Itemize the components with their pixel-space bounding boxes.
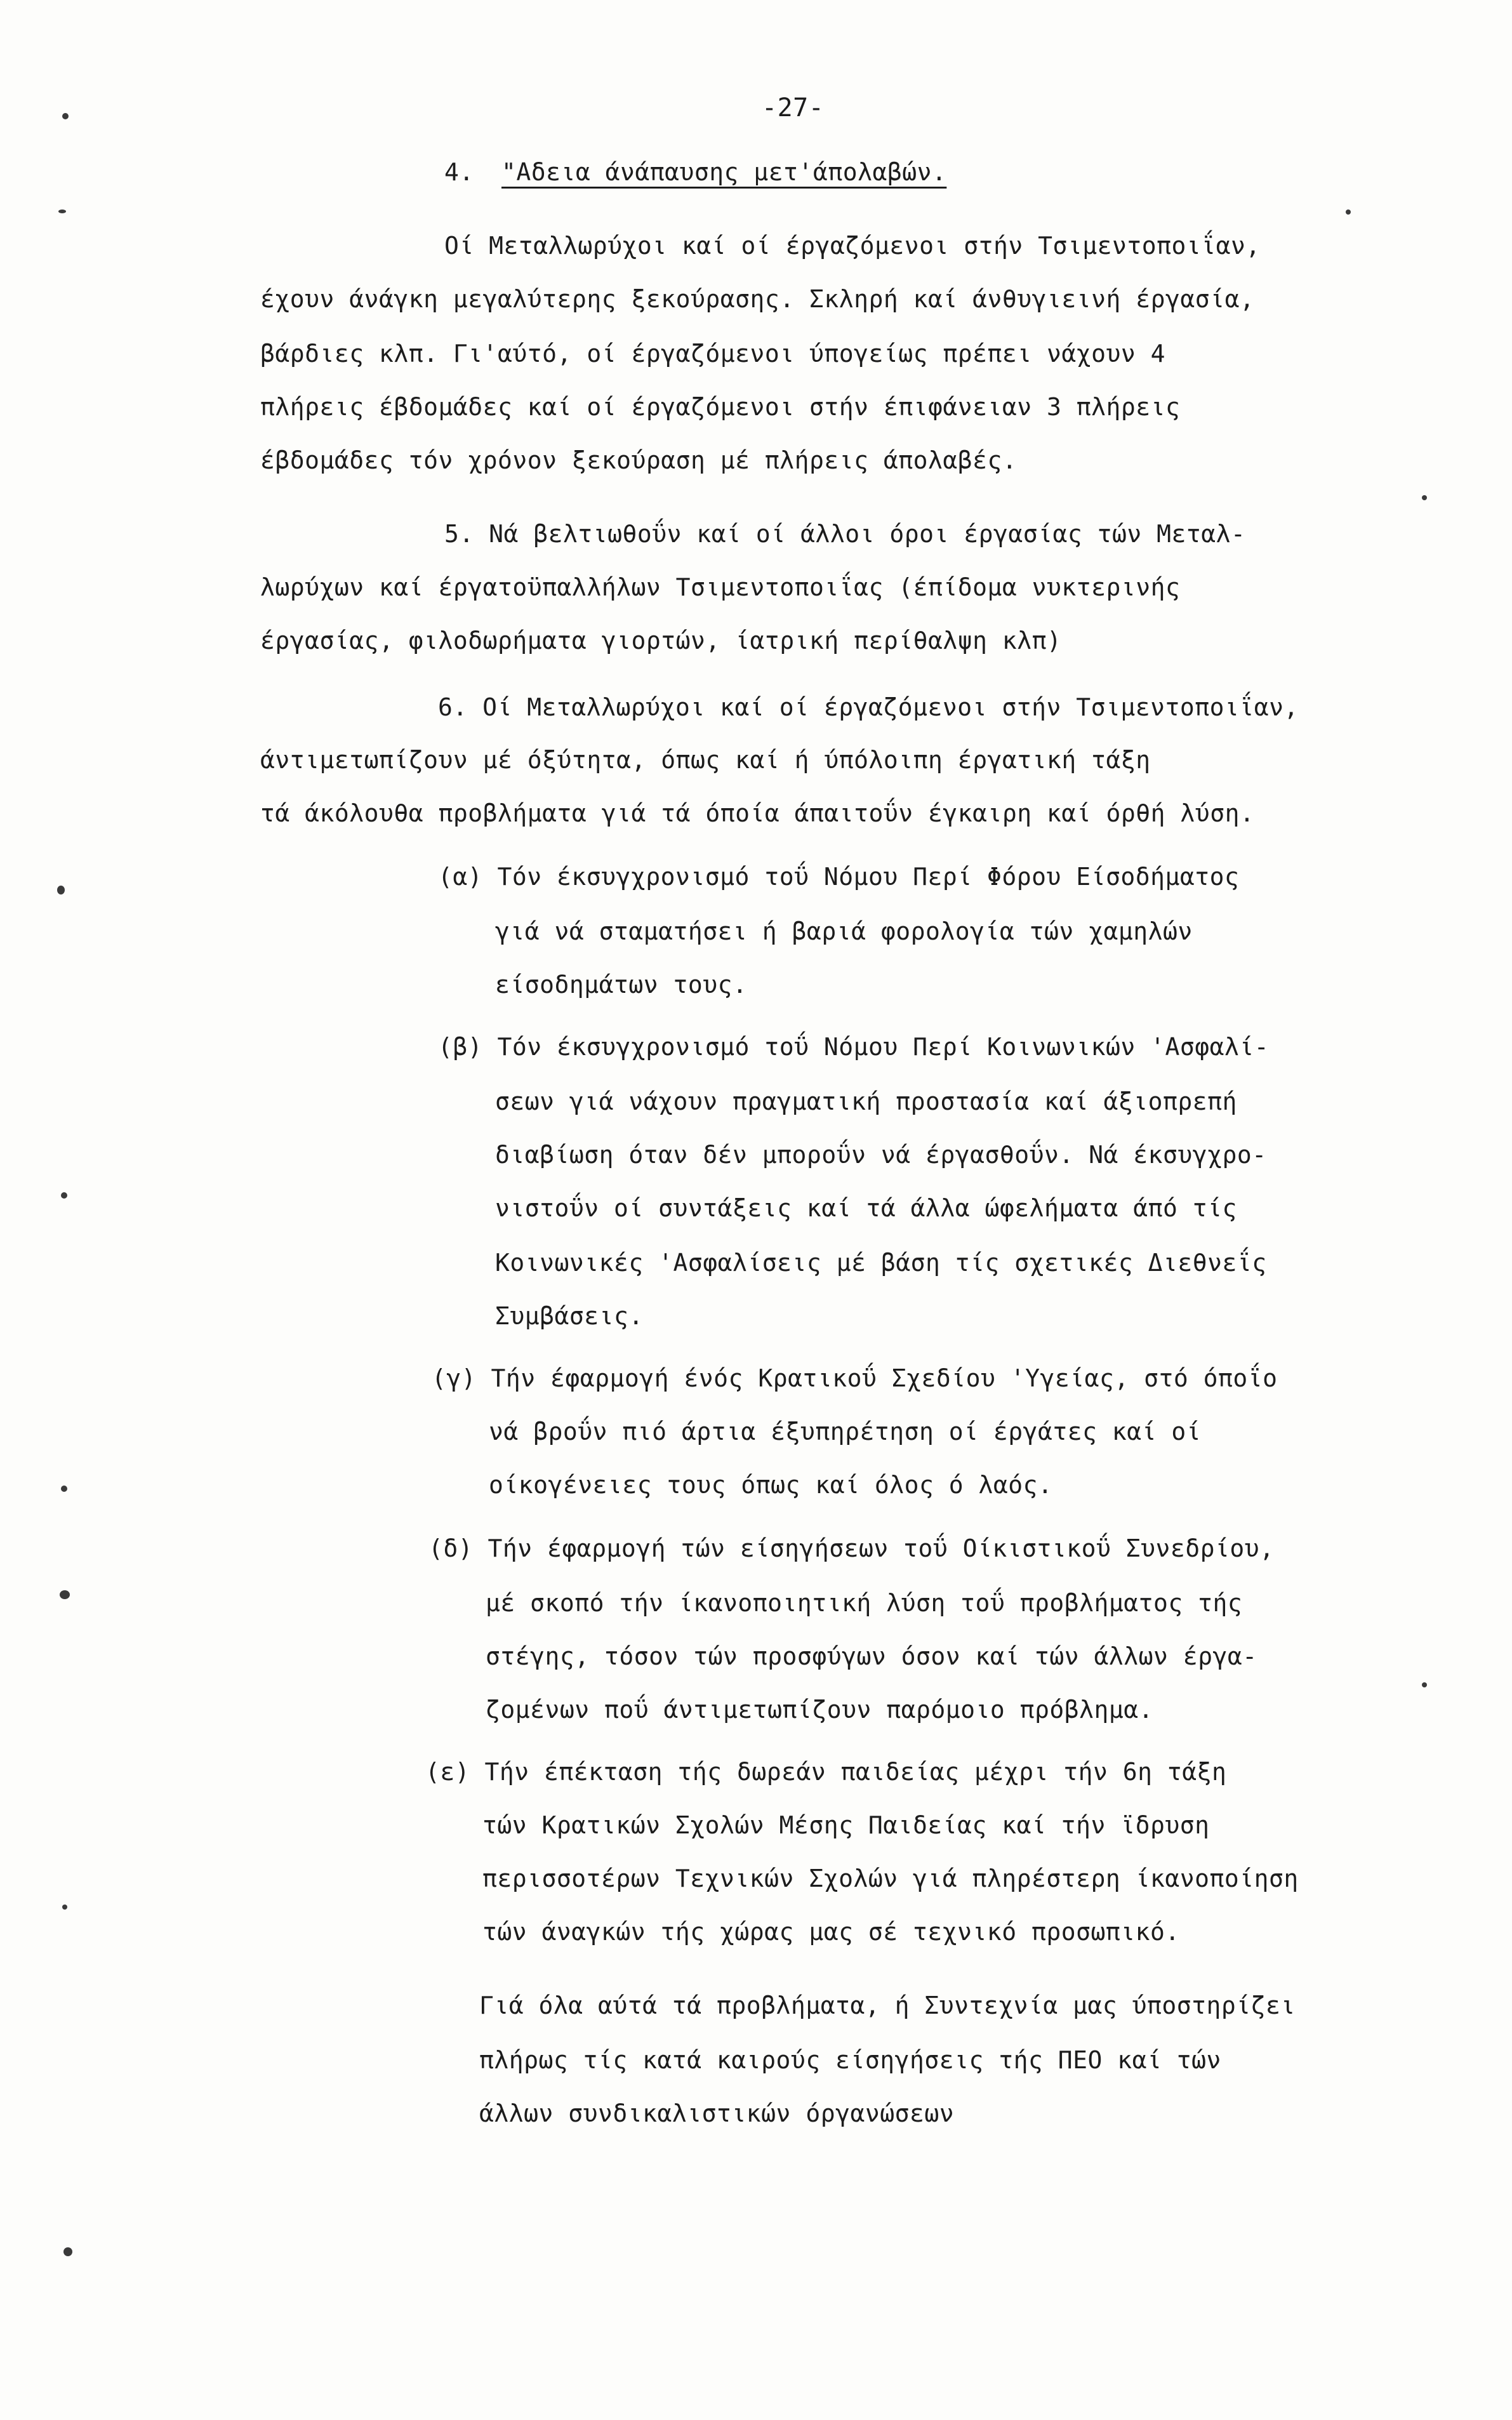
text-line: άλλων συνδικαλιστικών όργανώσεων <box>479 2099 955 2127</box>
text-line: γιά νά σταματήσει ή βαριά φορολογία τών χαμηλών <box>495 917 1193 945</box>
scan-speck <box>61 1486 67 1492</box>
text-line: 5. Νά βελτιωθοΰν καί οί άλλοι όροι έργασίας τών Μεταλ- <box>444 520 1246 548</box>
text-line: έχουν άνάγκη μεγαλύτερης ξεκούρασης. Σκληρή καί άνθυγιεινή έργασία, <box>260 285 1255 313</box>
text-line: είσοδημάτων τους. <box>495 971 748 999</box>
text-line: (γ) Τήν έφαρμογή ένός Κρατικοΰ Σχεδίου 'Υγείας, στό όποΐο <box>432 1364 1278 1392</box>
text-line: έργασίας, φιλοδωρήματα γιορτών, ίατρική περίθαλψη κλπ) <box>260 627 1062 655</box>
scan-speck <box>60 1590 70 1599</box>
text-line: σεων γιά νάχουν πραγματική προστασία καί άξιοπρεπή <box>495 1087 1237 1115</box>
text-line: (α) Τόν έκσυγχρονισμό τοΰ Νόμου Περί Φόρου Είσοδήματος <box>438 863 1240 891</box>
text-line: διαβίωση όταν δέν μποροΰν νά έργασθοΰν. Νά έκσυγχρο- <box>495 1141 1267 1169</box>
text-line: τών άναγκών τής χώρας μας σέ τεχνικό προσωπικό. <box>482 1918 1180 1946</box>
scan-speck <box>62 113 69 119</box>
text-line: στέγης, τόσον τών προσφύγων όσον καί τών άλλων έργα- <box>486 1642 1257 1670</box>
text-line: τά άκόλουθα προβλήματα γιά τά όποία άπαιτοΰν έγκαιρη καί όρθή λύση. <box>260 799 1255 827</box>
text-line: Κοινωνικές 'Ασφαλίσεις μέ βάση τίς σχετικές Διεθνεΐς <box>495 1249 1267 1277</box>
scan-speck <box>62 1905 67 1910</box>
section-heading-title: "Αδεια άνάπαυσης μετ'άπολαβών. <box>501 158 947 186</box>
text-line: νιστοΰν οί συντάξεις καί τά άλλα ώφελήματα άπό τίς <box>495 1194 1237 1222</box>
text-line: τών Κρατικών Σχολών Μέσης Παιδείας καί τήν ϊδρυση <box>482 1811 1210 1839</box>
text-line: έβδομάδες τόν χρόνον ξεκούραση μέ πλήρεις άπολαβές. <box>260 446 1018 474</box>
text-line: (β) Τόν έκσυγχρονισμό τοΰ Νόμου Περί Κοινωνικών 'Ασφαλί- <box>438 1033 1270 1061</box>
section-heading-number: 4. <box>444 158 474 186</box>
text-line: πλήρως τίς κατά καιρούς είσηγήσεις τής ΠΕΟ καί τών <box>479 2046 1221 2074</box>
text-line: άντιμετωπίζουν μέ όξύτητα, όπως καί ή ύπόλοιπη έργατική τάξη <box>260 746 1151 774</box>
scan-speck <box>1346 209 1351 215</box>
text-line: Συμβάσεις. <box>495 1302 644 1330</box>
scan-speck <box>58 209 66 213</box>
scan-speck <box>63 2247 72 2256</box>
text-line: Οί Μεταλλωρύχοι καί οί έργαζόμενοι στήν Τσιμεντοποιΐαν, <box>444 232 1261 260</box>
text-line: νά βροΰν πιό άρτια έξυπηρέτηση οί έργάτες καί οί <box>489 1418 1202 1446</box>
text-line: ζομένων ποΰ άντιμετωπίζουν παρόμοιο πρόβλημα. <box>486 1696 1154 1724</box>
text-line: περισσοτέρων Τεχνικών Σχολών γιά πληρέστερη ίκανοποίηση <box>482 1865 1299 1892</box>
scan-speck <box>1422 495 1427 500</box>
page-number: -27- <box>762 93 825 123</box>
scan-speck <box>61 1192 67 1199</box>
text-line: λωρύχων καί έργατοϋπαλλήλων Τσιμεντοποιΐας (έπίδομα νυκτερινής <box>260 573 1181 601</box>
text-line: μέ σκοπό τήν ίκανοποιητική λύση τοΰ προβλήματος τής <box>486 1589 1243 1617</box>
text-line: (ε) Τήν έπέκταση τής δωρεάν παιδείας μέχρι τήν 6η τάξη <box>425 1758 1227 1786</box>
text-line: βάρδιες κλπ. Γι'αύτό, οί έργαζόμενοι ύπογείως πρέπει νάχουν 4 <box>260 340 1166 368</box>
text-line: πλήρεις έβδομάδες καί οί έργαζόμενοι στήν έπιφάνειαν 3 πλήρεις <box>260 393 1181 421</box>
text-line: (δ) Τήν έφαρμογή τών είσηγήσεων τοΰ Οίκιστικοΰ Συνεδρίου, <box>428 1534 1275 1562</box>
text-line: οίκογένειες τους όπως καί όλος ό λαός. <box>489 1471 1053 1499</box>
text-line: 6. Οί Μεταλλωρύχοι καί οί έργαζόμενοι στήν Τσιμεντοποιΐαν, <box>438 693 1299 721</box>
scan-speck <box>57 886 65 894</box>
text-line: Γιά όλα αύτά τά προβλήματα, ή Συντεχνία μας ύποστηρίζει <box>479 1991 1296 2019</box>
scan-speck <box>1422 1682 1427 1687</box>
